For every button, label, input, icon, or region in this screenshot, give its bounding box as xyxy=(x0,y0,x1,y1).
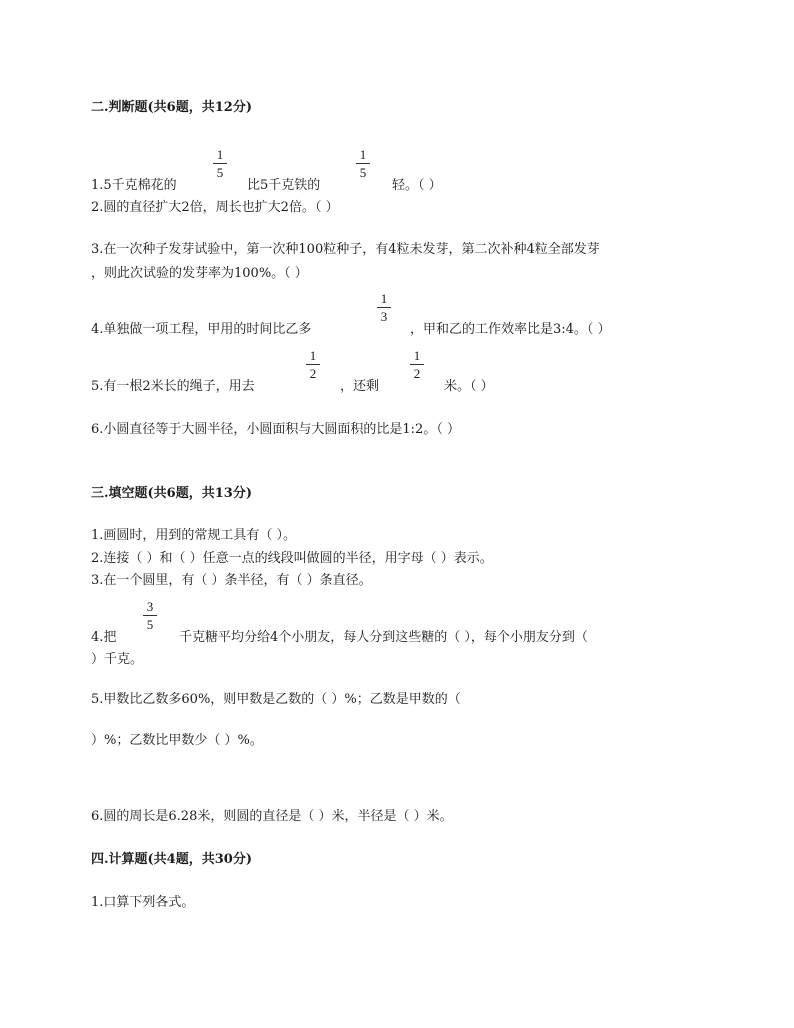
judge-q5-part-b: ，还剩 xyxy=(340,379,380,394)
fill-q5-line1: 5.甲数比乙数多60%，则甲数是乙数的（ ）%；乙数是甲数的（ xyxy=(91,692,461,707)
fill-q2: 2.连接（ ）和（ ）任意一点的线段叫做圆的半径，用字母（ ）表示。 xyxy=(91,551,493,566)
fill-q4-part-a: 4.把 xyxy=(91,630,117,645)
section-heading-fill: 三.填空题(共6题，共13分) xyxy=(91,486,252,501)
fill-q3: 3.在一个圆里，有（ ）条半径，有（ ）条直径。 xyxy=(91,573,372,588)
judge-q3-line2: ，则此次试验的发芽率为100%。（ ） xyxy=(91,266,308,281)
judge-q1-fraction-1: 1 5 xyxy=(213,148,227,179)
judge-q4-fraction: 1 3 xyxy=(377,292,391,323)
judge-q2: 2.圆的直径扩大2倍，周长也扩大2倍。（ ） xyxy=(91,200,339,215)
judge-q5-part-a: 5.有一根2米长的绳子，用去 xyxy=(91,379,255,394)
fill-q5-line2: ）%；乙数比甲数少（ ）%。 xyxy=(91,733,263,748)
calc-q1: 1.口算下列各式。 xyxy=(91,895,195,910)
judge-q6: 6.小圆直径等于大圆半径，小圆面积与大圆面积的比是1:2。（ ） xyxy=(91,422,460,437)
judge-q5-fraction-2: 1 2 xyxy=(410,349,424,380)
judge-q4-part-a: 4.单独做一项工程，甲用的时间比乙多 xyxy=(91,322,312,337)
fill-q6: 6.圆的周长是6.28米，则圆的直径是（ ）米，半径是（ ）米。 xyxy=(91,809,453,824)
judge-q5-fraction-1: 1 2 xyxy=(306,349,320,380)
judge-q3-line1: 3.在一次种子发芽试验中，第一次种100粒种子，有4粒未发芽，第二次补种4粒全部发芽 xyxy=(91,242,600,257)
judge-q5-part-c: 米。（ ） xyxy=(444,379,494,394)
judge-q4-part-b: ，甲和乙的工作效率比是3:4。（ ） xyxy=(410,322,611,337)
section-heading-calc: 四.计算题(共4题，共30分) xyxy=(91,852,252,867)
judge-q1-part-b: 比5千克铁的 xyxy=(247,178,321,193)
fill-q4-fraction: 3 5 xyxy=(143,600,157,631)
section-heading-judge: 二.判断题(共6题，共12分) xyxy=(91,100,252,115)
judge-q1-part-c: 轻。（ ） xyxy=(392,178,442,193)
fill-q4-part-b: 千克糖平均分给4个小朋友，每人分到这些糖的（ ），每个小朋友分到（ xyxy=(179,630,588,645)
fill-q4-part-c: ）千克。 xyxy=(91,652,144,667)
judge-q1-part-a: 1.5千克棉花的 xyxy=(91,178,177,193)
judge-q1-fraction-2: 1 5 xyxy=(356,148,370,179)
fill-q1: 1.画圆时，用到的常规工具有（ ）。 xyxy=(91,528,297,543)
